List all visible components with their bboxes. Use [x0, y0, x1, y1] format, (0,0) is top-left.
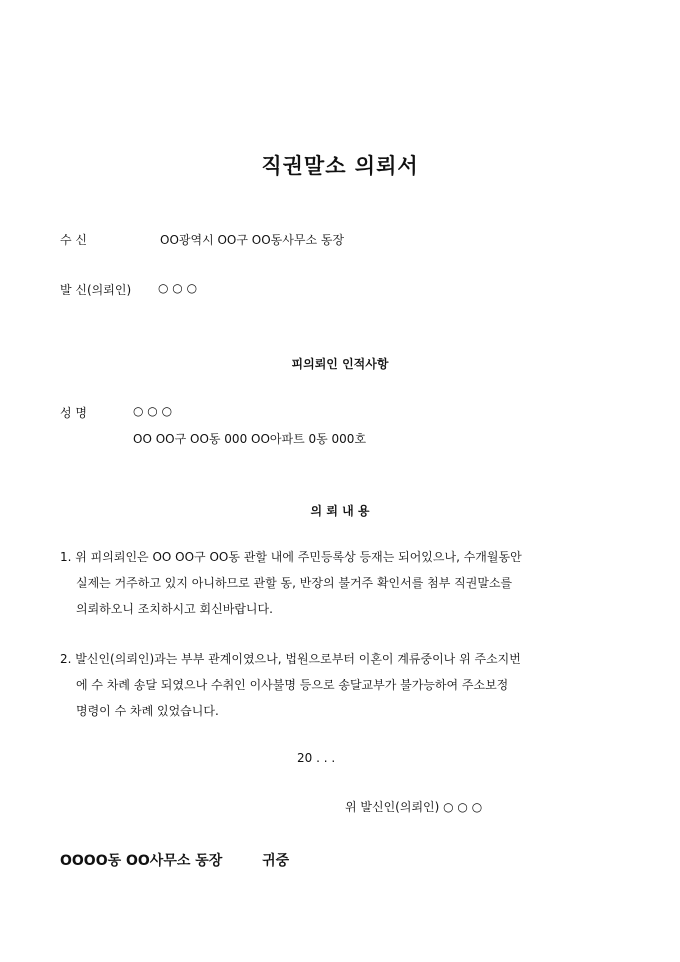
request-item-2-line-2: 에 수 차례 송달 되였으나 수취인 이사불명 등으로 송달교부가 불가능하여 주소보정: [76, 678, 509, 692]
sender-label: 발 신(의뢰인): [60, 283, 132, 297]
sender-signature: 위 발신인(의뢰인) ○ ○ ○: [345, 800, 483, 814]
subject-name-value: ○ ○ ○: [133, 404, 173, 418]
subject-address: OO OO구 OO동 000 OO아파트 0동 000호: [133, 432, 367, 446]
document-title: 직권말소 의뢰서: [261, 153, 419, 178]
footer-honorific: 귀중: [262, 853, 290, 869]
request-item-1-line-2: 실제는 거주하고 있지 아니하므로 관할 동, 반장의 불거주 확인서를 첨부 직권말소를: [76, 576, 513, 590]
footer-recipient: [60, 850, 289, 870]
request-item-1-line-1: 1. 위 피의뢰인은 OO OO구 OO동 관할 내에 주민등록상 등재는 되어있으나, 수개월동안: [60, 550, 522, 564]
request-item-2: [60, 646, 642, 724]
sender-value: ○ ○ ○: [158, 281, 198, 295]
footer-office: OOOO동 OO사무소 동장: [60, 853, 223, 869]
recipient-label: 수 신: [60, 233, 87, 247]
document-date: 20 . . .: [297, 751, 336, 765]
request-section-heading: 의 뢰 내 용: [310, 504, 370, 518]
request-item-1-line-3: 의뢰하오니 조치하시고 회신바랍니다.: [76, 602, 273, 616]
request-item-2-line-3: 명령이 수 차례 있었습니다.: [76, 704, 219, 718]
subject-name-label: 성 명: [60, 406, 87, 420]
recipient-value: OO광역시 OO구 OO동사무소 동장: [160, 233, 345, 247]
subject-section-heading: 피의뢰인 인적사항: [291, 357, 389, 371]
request-item-2-line-1: 2. 발신인(의뢰인)과는 부부 관계이였으나, 법원으로부터 이혼이 계류중이나 위 주소지번: [60, 652, 521, 666]
request-item-1: [60, 544, 642, 622]
